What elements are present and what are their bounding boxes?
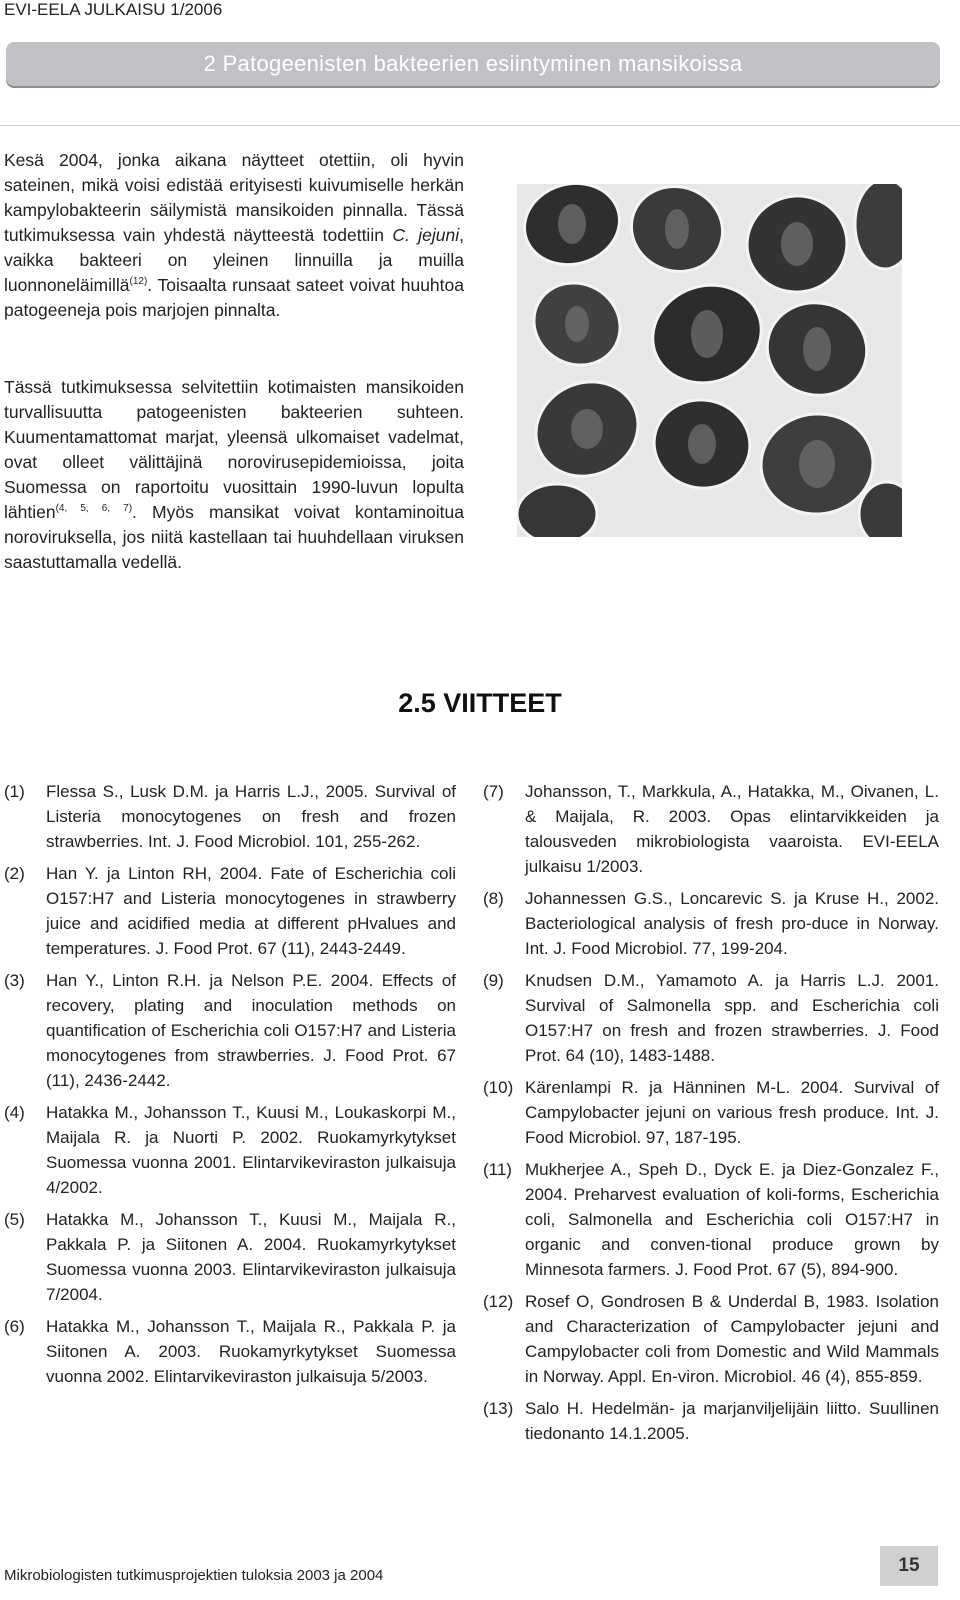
chapter-title: 2 Patogeenisten bakteerien esiintyminen mansikoissa [203,51,743,76]
reference-item: (12) Rosef O, Gondrosen B & Underdal B, 1983. Isolation and Characterization of Campylobacter jejuni and Campylobacter coli from Domestic and Wild Mammals in Norway. Appl. En-viron. Microbiol. 46 (4), 855-859. [483,1292,939,1386]
references-left-column [4,779,456,1396]
references-right-column [483,779,939,1453]
reference-item: (1) Flessa S., Lusk D.M. ja Harris L.J., 2005. Survival of Listeria monocytogenes on fresh and frozen strawberries. Int. J. Food Microbiol. 101, 255-262. [4,782,456,851]
citation: (4, 5, 6, 7) [55,503,133,515]
citation: (12) [129,276,148,288]
reference-item: (3) Han Y., Linton R.H. ja Nelson P.E. 2004. Effects of recovery, plating and inoculation methods on quantification of Escherichia coli O157:H7 and Listeria monocytogenes from strawberries. J. Food Prot. 67 (11), 2436-2442. [4,971,456,1090]
reference-item: (13) Salo H. Hedelmän- ja marjanviljelijäin liitto. Suullinen tiedonanto 14.1.2005. [483,1399,939,1443]
header-divider [0,125,960,126]
reference-item: (5) Hatakka M., Johansson T., Kuusi M., Maijala R., Pakkala P. ja Siitonen A. 2004. Ruokamyrkytykset Suomessa vuonna 2003. Elintarvikeviraston julkaisuja 7/2004. [4,1210,456,1304]
section-title: 2.5 VIITTEET [398,688,562,718]
page-number: 15 [880,1546,938,1586]
reference-item: (11) Mukherjee A., Speh D., Dyck E. ja Diez-Gonzalez F., 2004. Preharvest evaluation of koli-forms, Escherichia coli, Salmonella and Escherichia coli O157:H7 in organic and conven-tional produce grown by Minnesota farmers. J. Food Prot. 67 (5), 894-900. [483,1160,939,1279]
reference-item: (2) Han Y. ja Linton RH, 2004. Fate of Escherichia coli O157:H7 and Listeria monocytogenes in strawberry juice and acidified media at different pHvalues and temperatures. J. Food Prot. 67 (11), 2443-2449. [4,864,456,958]
species-name: C. jejuni [392,225,460,245]
body-paragraph-1: Kesä 2004, jonka aikana näytteet otettiin, oli hyvin sateinen, mikä voisi edistää erityisesti kuivumiselle herkän kampylobakteerin säilymistä mansikoiden pinnalla. Tässä tutkimuksessa vain yhdestä näytteestä todettiin C. jejuni, vaikka bakteeri on yleinen linnuilla ja muilla luonnoneläimillä$^{(12)}$. Toisaalta runsaat sateet voivat huuhtoa patogeeneja pois marjojen pinnalta. [4,150,464,320]
reference-item: (9) Knudsen D.M., Yamamoto A. ja Harris L.J. 2001. Survival of Salmonella spp. and Escherichia coli O157:H7 on fresh and frozen strawberries. J. Food Prot. 64 (10), 1483-1488. [483,971,939,1065]
reference-item: (6) Hatakka M., Johansson T., Maijala R., Pakkala P. ja Siitonen A. 2003. Ruokamyrkytykset Suomessa vuonna 2002. Elintarvikeviraston julkaisuja 5/2003. [4,1317,456,1386]
chapter-title-bar [6,42,940,86]
reference-item: (4) Hatakka M., Johansson T., Kuusi M., Loukaskorpi M., Maijala R. ja Nuorti P. 2002. Ruokamyrkytykset Suomessa vuonna 2001. Elintarvikeviraston julkaisuja 4/2002. [4,1103,456,1197]
strawberry-halves-photo [517,184,902,537]
reference-item: (7) Johansson, T., Markkula, A., Hatakka, M., Oivanen, L. & Maijala, R. 2003. Opas elintarvikkeiden ja talousveden mikrobiologista vaaroista. EVI-EELA julkaisu 1/2003. [483,782,939,876]
body-paragraph-2: Tässä tutkimuksessa selvitettiin kotimaisten mansikoiden turvallisuutta patogeenisten bakteerien suhteen. Kuumentamattomat marjat, yleensä ulkomaiset vadelmat, ovat olleet välittäjinä norovirusepidemioissa, joita Suomessa on raportoitu vuosittain 1990-luvun lopulta lähtien$^{(4, 5, 6, 7)}$. Myös mansikat voivat kontaminoitua noroviruksella, jos niitä kastellaan tai huuhdellaan viruksen saastuttamalla vedellä. [4,377,465,572]
reference-item: (10) Kärenlampi R. ja Hänninen M-L. 2004. Survival of Campylobacter jejuni on various fresh produce. Int. J. Food Microbiol. 97, 187-195. [483,1078,939,1147]
footer-text: Mikrobiologisten tutkimusprojektien tuloksia 2003 ja 2004 [4,1567,384,1584]
reference-item: (8) Johannessen G.S., Loncarevic S. ja Kruse H., 2002. Bacteriological analysis of fresh pro-duce in Norway. Int. J. Food Microbiol. 77, 199-204. [483,889,939,958]
publication-label: EVI-EELA JULKAISU 1/2006 [4,0,223,19]
